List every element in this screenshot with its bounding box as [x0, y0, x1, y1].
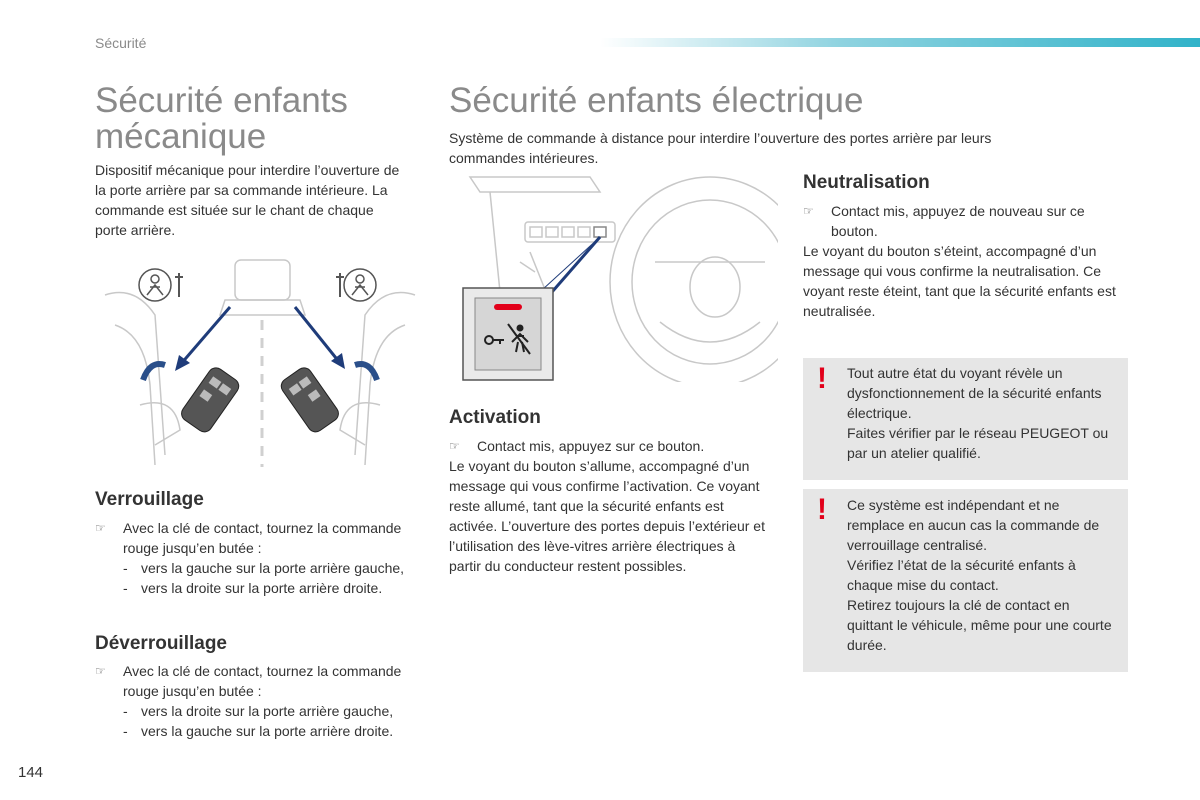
- heading-verrouillage: Verrouillage: [95, 489, 204, 510]
- mechanical-child-lock-illustration: [95, 255, 425, 470]
- heading-neutralisation: Neutralisation: [803, 172, 930, 193]
- deverrouillage-block: [95, 661, 425, 741]
- child-key-icon-left: [139, 269, 183, 301]
- child-key-icon-right: [336, 269, 376, 301]
- intro-electric: Système de commande à distance pour interdire l’ouverture des portes arrière par leurs commandes intérieures.: [449, 130, 992, 166]
- child-lock-button-closeup: [463, 288, 553, 380]
- warning-callout-2: [803, 489, 1128, 672]
- deverrouillage-bullet: ☞ Avec la clé de contact, tournez la commande rouge jusqu’en butée :: [95, 663, 402, 699]
- hand-pointer-icon: ☞: [449, 439, 460, 453]
- hand-pointer-icon: ☞: [95, 521, 106, 535]
- warning-callout-1: [803, 358, 1128, 480]
- page-number: 144: [18, 764, 44, 781]
- verrouillage-block: [95, 518, 425, 598]
- title-electric: Sécurité enfants électrique: [449, 81, 864, 120]
- activation-block: [449, 436, 769, 576]
- deverrouillage-dash-2: - vers la gauche sur la porte arrière droite.: [123, 723, 394, 739]
- warning-exclamation-icon: !: [817, 493, 827, 526]
- dashboard-child-lock-illustration: [460, 172, 778, 382]
- neutralisation-body: Le voyant du bouton s’éteint, accompagné d’un message qui vous confirme la neutralisation. Ce voyant reste éteint, tant que la sécurité enfants est neutralisée.: [803, 243, 1116, 319]
- intro-mechanical: Dispositif mécanique pour interdire l’ouverture de la porte arrière par sa commande intérieure. La commande est située sur le chant de chaque porte arrière.: [95, 162, 400, 238]
- verrouillage-bullet: ☞ Avec la clé de contact, tournez la commande rouge jusqu’en butée :: [95, 520, 402, 556]
- hand-pointer-icon: ☞: [95, 664, 106, 678]
- heading-deverrouillage: Déverrouillage: [95, 633, 227, 654]
- warning-2-text: Ce système est indépendant et ne remplace en aucun cas la commande de verrouillage centralisé. Vérifiez l’état de la sécurité enfants à chaque mise du contact. Retirez toujours la clé de contact en quittant le véhicule, même pour une courte durée.: [847, 497, 1112, 653]
- header-accent-bar: [600, 38, 1200, 47]
- warning-exclamation-icon: !: [817, 362, 827, 395]
- heading-activation: Activation: [449, 407, 541, 428]
- section-label: Sécurité: [95, 35, 147, 51]
- activation-body: Le voyant du bouton s’allume, accompagné d’un message qui vous confirme l’activation. Ce voyant reste allumé, tant que la sécurité enfants est activée. L’ouverture des portes depuis l’extérieur et l’utilisation des lève-vitres arrière électriques à partir du conducteur restent possibles.: [449, 458, 765, 574]
- neutralisation-block: [803, 201, 1128, 321]
- neutralisation-bullet: ☞ Contact mis, appuyez de nouveau sur ce bouton.: [803, 203, 1085, 239]
- deverrouillage-dash-1: - vers la droite sur la porte arrière gauche,: [123, 703, 394, 719]
- activation-bullet: ☞ Contact mis, appuyez sur ce bouton.: [449, 438, 705, 454]
- hand-pointer-icon: ☞: [803, 204, 814, 218]
- verrouillage-dash-2: - vers la droite sur la porte arrière droite.: [123, 580, 383, 596]
- warning-1-text: Tout autre état du voyant révèle un dysfonctionnement de la sécurité enfants électrique. Faites vérifier par le réseau PEUGEOT ou par un atelier qualifié.: [847, 365, 1109, 461]
- verrouillage-dash-1: - vers la gauche sur la porte arrière gauche,: [123, 560, 405, 576]
- title-mechanical: Sécurité enfants mécanique: [95, 81, 348, 156]
